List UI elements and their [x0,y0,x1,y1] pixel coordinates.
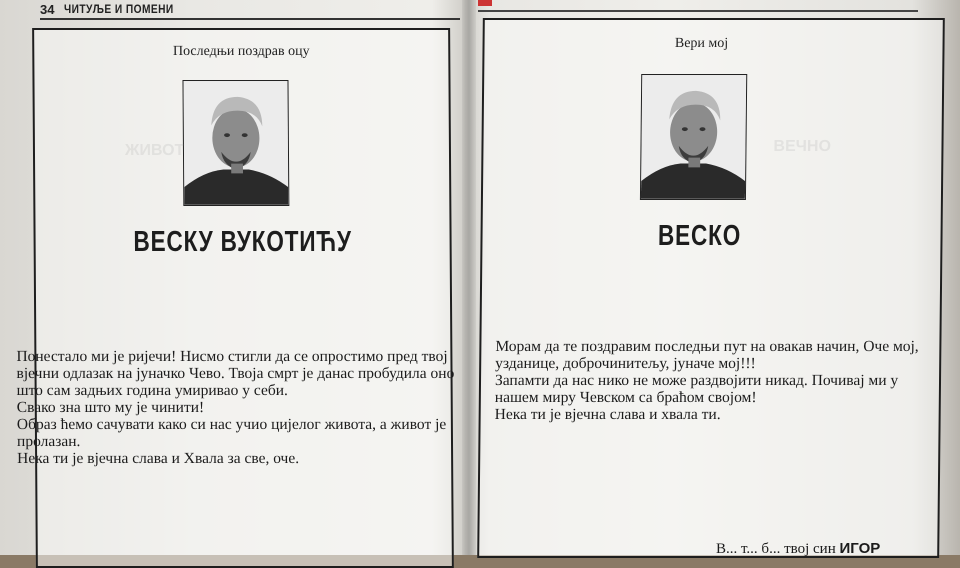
notice-body [495,338,936,423]
deceased-name: ВЕСКУ ВУКОТИЋУ [133,226,352,258]
notice-signature [716,540,880,558]
page-fold [462,0,476,555]
notice-paragraph: Свако зна што му је чинити! [16,399,205,416]
notice-paragraph: Нека ти је вјечна слава и Хвала за све, оче. [17,450,300,467]
signature-text: В... т... б... твој син [716,541,836,557]
notice-heading: Последњи поздрав оцу [172,44,310,59]
left-page-header [40,0,460,20]
notice-paragraph: Запамти да нас нико не може раздвојити никад. Почивај ми у нашем миру Чевском са браћом својом! [494,372,899,406]
right-page-header [478,0,918,12]
notice-body [16,348,457,467]
obituary-notice-right [477,18,945,558]
bleed-through-text: ЖИВОТ [124,142,185,159]
portrait-photo-icon [640,74,747,200]
notice-paragraph: Нека ти је вјечна слава и хвала ти. [494,406,721,423]
portrait-photo-icon [182,80,289,206]
notice-heading: Вери мој [674,36,729,51]
notice-paragraph: Понестало ми је ријечи! Нисмо стигли да се опростимо пред твој вјечни одлазак на јуначко Чево. Твоја смрт је данас пробудила оно што сам задњих година умиривао у себи. [16,348,455,399]
obituary-notice-left [16,28,455,568]
right-page-header-mark [478,0,492,6]
bleed-through-text: ВЕЧНО [773,138,832,155]
notice-paragraph: Морам да те поздравим последњи пут на овакав начин, Оче мој, узданице, доброчинитељу, јуначе мој!!! [495,338,919,372]
section-title: ЧИТУЉЕ И ПОМЕНИ [64,2,175,16]
page-number: 34 [40,1,55,17]
signature-name: ИГОР [839,540,881,557]
deceased-name: ВЕСКО [657,220,742,252]
notice-paragraph: Образ ћемо сачувати како си нас учио цијелог живота, а живот је пролазан. [16,416,447,450]
